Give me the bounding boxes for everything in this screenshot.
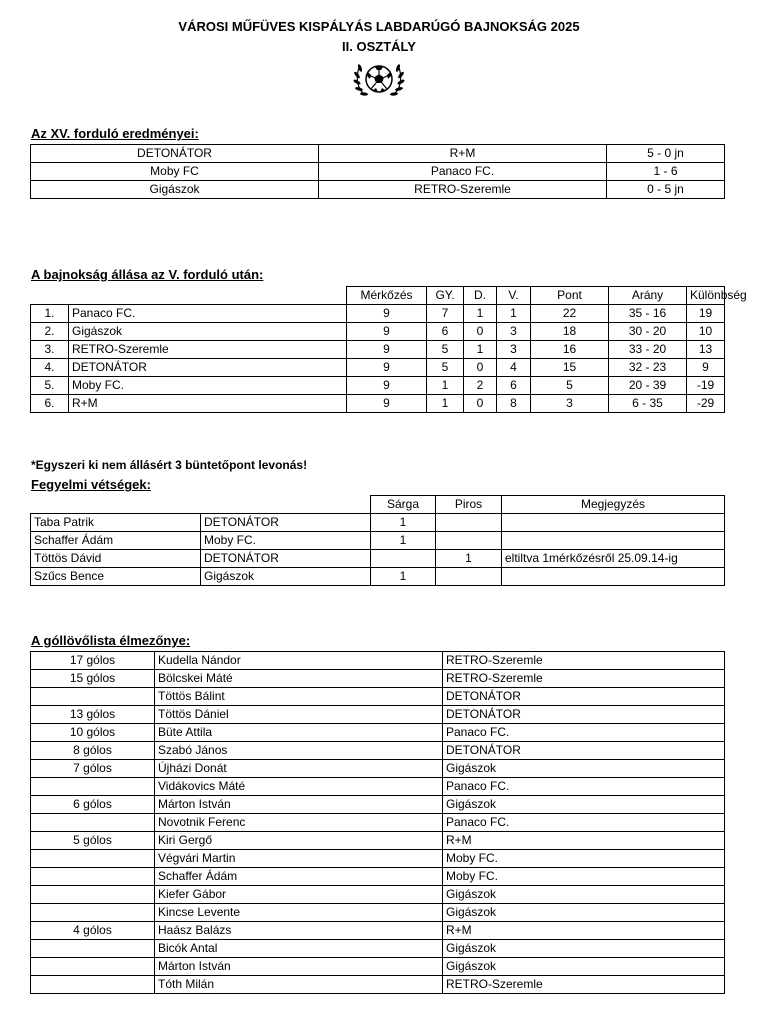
goal-count [31, 958, 155, 976]
points: 18 [531, 323, 609, 341]
team-name: RETRO-Szeremle [443, 976, 725, 994]
draws: 1 [464, 341, 497, 359]
team-name: Panaco FC. [69, 305, 347, 323]
position: 5. [31, 377, 69, 395]
player-name: Márton István [155, 796, 443, 814]
column-header: Sárga [371, 496, 436, 514]
goal-count [31, 940, 155, 958]
team-name: Gigászok [69, 323, 347, 341]
yellow-cards [371, 550, 436, 568]
team-name: Moby FC. [201, 532, 371, 550]
player-name: Kincse Levente [155, 904, 443, 922]
points: 3 [531, 395, 609, 413]
table-row [31, 832, 725, 850]
table-row [31, 532, 725, 550]
matches: 9 [347, 323, 427, 341]
matches: 9 [347, 395, 427, 413]
team-name: Panaco FC. [443, 778, 725, 796]
draws: 2 [464, 377, 497, 395]
home-team: Moby FC [31, 163, 319, 181]
goal-diff: 9 [687, 359, 725, 377]
yellow-cards: 1 [371, 514, 436, 532]
player-name: Újházi Donát [155, 760, 443, 778]
goal-count: 6 gólos [31, 796, 155, 814]
goal-count [31, 850, 155, 868]
wins: 7 [427, 305, 464, 323]
home-team: Gigászok [31, 181, 319, 199]
losses: 3 [497, 323, 531, 341]
table-row [31, 796, 725, 814]
column-header: Arány [609, 287, 687, 305]
table-row [31, 670, 725, 688]
red-cards [436, 568, 502, 586]
player-name: Márton István [155, 958, 443, 976]
table-row [31, 377, 725, 395]
scorers-heading: A góllövőlista élmezőnye: [31, 633, 191, 648]
goal-ratio: 6 - 35 [609, 395, 687, 413]
draws: 0 [464, 395, 497, 413]
table-row [31, 976, 725, 994]
player-name: Bölcskei Máté [155, 670, 443, 688]
goal-count: 15 gólos [31, 670, 155, 688]
wins: 6 [427, 323, 464, 341]
column-header: V. [497, 287, 531, 305]
team-name: Gigászok [443, 760, 725, 778]
table-row [31, 550, 725, 568]
position: 4. [31, 359, 69, 377]
penalty-note: *Egyszeri ki nem állásért 3 büntetőpont levonás! [31, 458, 308, 472]
player-name: Büte Attila [155, 724, 443, 742]
player-name: Szűcs Bence [31, 568, 201, 586]
standings-heading: A bajnokság állása az V. forduló után: [31, 267, 264, 282]
table-row [31, 359, 725, 377]
player-name: Kiri Gergő [155, 832, 443, 850]
table-row [31, 163, 725, 181]
goal-count: 8 gólos [31, 742, 155, 760]
player-name: Szabó János [155, 742, 443, 760]
match-score: 1 - 6 [607, 163, 725, 181]
points: 5 [531, 377, 609, 395]
team-name: DETONÁTOR [69, 359, 347, 377]
team-name: DETONÁTOR [201, 514, 371, 532]
team-name: Gigászok [443, 958, 725, 976]
remark: eltiltva 1mérkőzésről 25.09.14-ig [502, 550, 725, 568]
team-name: DETONÁTOR [201, 550, 371, 568]
points: 15 [531, 359, 609, 377]
table-header-row [31, 287, 725, 305]
goal-diff: 13 [687, 341, 725, 359]
table-header-row [31, 496, 725, 514]
away-team: R+M [319, 145, 607, 163]
team-name: R+M [443, 832, 725, 850]
team-name: Moby FC. [69, 377, 347, 395]
position: 3. [31, 341, 69, 359]
yellow-cards: 1 [371, 532, 436, 550]
team-name: DETONÁTOR [443, 706, 725, 724]
team-name: Gigászok [443, 904, 725, 922]
player-name: Tóth Milán [155, 976, 443, 994]
wins: 5 [427, 359, 464, 377]
matches: 9 [347, 377, 427, 395]
table-row [31, 305, 725, 323]
remark [502, 568, 725, 586]
goal-count: 5 gólos [31, 832, 155, 850]
goal-count [31, 814, 155, 832]
table-row [31, 814, 725, 832]
column-header: Pont [531, 287, 609, 305]
goal-count [31, 976, 155, 994]
match-score: 5 - 0 jn [607, 145, 725, 163]
discipline-heading: Fegyelmi vétségek: [31, 477, 151, 492]
team-name: RETRO-Szeremle [443, 670, 725, 688]
player-name: Bicók Antal [155, 940, 443, 958]
player-name: Kudella Nándor [155, 652, 443, 670]
player-name: Haász Balázs [155, 922, 443, 940]
losses: 8 [497, 395, 531, 413]
scorers-table [30, 651, 725, 994]
goal-ratio: 30 - 20 [609, 323, 687, 341]
table-row [31, 868, 725, 886]
goal-count: 17 gólos [31, 652, 155, 670]
goal-count [31, 778, 155, 796]
table-row [31, 706, 725, 724]
losses: 1 [497, 305, 531, 323]
team-name: Moby FC. [443, 850, 725, 868]
table-row [31, 568, 725, 586]
column-header: D. [464, 287, 497, 305]
table-row [31, 886, 725, 904]
discipline-table [30, 495, 725, 586]
remark [502, 532, 725, 550]
draws: 1 [464, 305, 497, 323]
goal-count [31, 886, 155, 904]
player-name: Vidákovics Máté [155, 778, 443, 796]
matches: 9 [347, 359, 427, 377]
yellow-cards: 1 [371, 568, 436, 586]
draws: 0 [464, 359, 497, 377]
goal-count: 13 gólos [31, 706, 155, 724]
table-row [31, 850, 725, 868]
table-row [31, 778, 725, 796]
goal-ratio: 35 - 16 [609, 305, 687, 323]
football-laurel-icon [351, 55, 407, 105]
goal-diff: -19 [687, 377, 725, 395]
column-header: GY. [427, 287, 464, 305]
column-header: Piros [436, 496, 502, 514]
table-row [31, 181, 725, 199]
team-name: Panaco FC. [443, 724, 725, 742]
table-row [31, 922, 725, 940]
player-name: Taba Patrik [31, 514, 201, 532]
wins: 1 [427, 395, 464, 413]
goal-count [31, 688, 155, 706]
position: 1. [31, 305, 69, 323]
table-row [31, 145, 725, 163]
table-row [31, 724, 725, 742]
points: 22 [531, 305, 609, 323]
matches: 9 [347, 305, 427, 323]
goal-ratio: 20 - 39 [609, 377, 687, 395]
goal-diff: 10 [687, 323, 725, 341]
player-name: Kiefer Gábor [155, 886, 443, 904]
position: 6. [31, 395, 69, 413]
away-team: Panaco FC. [319, 163, 607, 181]
home-team: DETONÁTOR [31, 145, 319, 163]
page-subtitle: II. OSZTÁLY [342, 39, 416, 54]
table-row [31, 940, 725, 958]
team-name: RETRO-Szeremle [443, 652, 725, 670]
team-name: Moby FC. [443, 868, 725, 886]
table-row [31, 652, 725, 670]
standings-table [30, 286, 747, 413]
player-name: Schaffer Ádám [155, 868, 443, 886]
table-row [31, 341, 725, 359]
wins: 5 [427, 341, 464, 359]
column-header: Mérkőzés [347, 287, 427, 305]
goal-count: 7 gólos [31, 760, 155, 778]
goal-ratio: 33 - 20 [609, 341, 687, 359]
table-row [31, 742, 725, 760]
team-name: DETONÁTOR [443, 742, 725, 760]
page-title: VÁROSI MŰFÜVES KISPÁLYÁS LABDARÚGÓ BAJNOKSÁG 2025 [178, 19, 580, 34]
table-row [31, 904, 725, 922]
losses: 3 [497, 341, 531, 359]
matches: 9 [347, 341, 427, 359]
goal-ratio: 32 - 23 [609, 359, 687, 377]
table-row [31, 688, 725, 706]
results-heading: Az XV. forduló eredményei: [31, 126, 199, 141]
player-name: Töttös Dániel [155, 706, 443, 724]
team-name: R+M [69, 395, 347, 413]
player-name: Töttös Dávid [31, 550, 201, 568]
goal-count [31, 904, 155, 922]
draws: 0 [464, 323, 497, 341]
points: 16 [531, 341, 609, 359]
position: 2. [31, 323, 69, 341]
results-table [30, 144, 725, 199]
team-name: DETONÁTOR [443, 688, 725, 706]
red-cards [436, 514, 502, 532]
player-name: Novotnik Ferenc [155, 814, 443, 832]
table-row [31, 395, 725, 413]
player-name: Végvári Martin [155, 850, 443, 868]
goal-diff: 19 [687, 305, 725, 323]
column-header: Különbség [687, 287, 725, 305]
team-name: Gigászok [201, 568, 371, 586]
losses: 6 [497, 377, 531, 395]
red-cards [436, 532, 502, 550]
goal-count: 4 gólos [31, 922, 155, 940]
team-name: Panaco FC. [443, 814, 725, 832]
team-name: RETRO-Szeremle [69, 341, 347, 359]
player-name: Töttös Bálint [155, 688, 443, 706]
team-name: Gigászok [443, 886, 725, 904]
team-name: Gigászok [443, 940, 725, 958]
team-name: R+M [443, 922, 725, 940]
wins: 1 [427, 377, 464, 395]
goal-count [31, 868, 155, 886]
red-cards: 1 [436, 550, 502, 568]
remark [502, 514, 725, 532]
away-team: RETRO-Szeremle [319, 181, 607, 199]
goal-count: 10 gólos [31, 724, 155, 742]
losses: 4 [497, 359, 531, 377]
column-header: Megjegyzés [502, 496, 725, 514]
team-name: Gigászok [443, 796, 725, 814]
player-name: Schaffer Ádám [31, 532, 201, 550]
goal-diff: -29 [687, 395, 725, 413]
table-row [31, 760, 725, 778]
match-score: 0 - 5 jn [607, 181, 725, 199]
table-row [31, 323, 725, 341]
table-row [31, 958, 725, 976]
table-row [31, 514, 725, 532]
